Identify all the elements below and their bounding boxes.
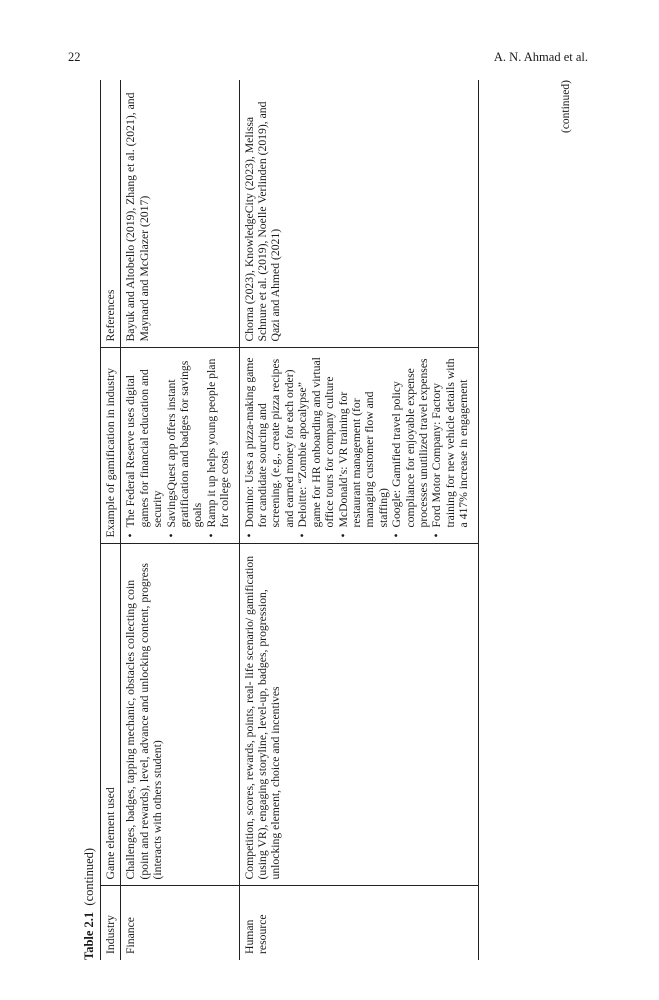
cell-examples: [121, 348, 239, 544]
examples-list: [124, 355, 231, 538]
table-row-finance: [121, 80, 239, 960]
column-header-references: References: [101, 80, 121, 348]
page-header: [68, 50, 588, 70]
gamification-table: [100, 80, 479, 960]
cell-game-elements: Challenges, badges, tapping mechanic, obstacles collecting coin (point and rewards), level, advance and unlocking content, progress (interacts with others student): [121, 544, 239, 886]
cell-examples: [239, 348, 478, 544]
example-item: • The Federal Reserve uses digital games for financial education and security: [124, 355, 164, 538]
running-head: A. N. Ahmad et al.: [493, 50, 588, 64]
example-item: • Google: Gamified travel policy compliance for enjoyable expense processes unutilized travel expenses: [390, 355, 430, 538]
column-header-game-element: Game element used: [101, 544, 121, 886]
example-item: • Deloitte: “Zombie apocalypse” game for HR onboarding and virtual office tours for company culture: [296, 355, 336, 538]
table-header-row: [101, 80, 121, 960]
column-header-example: Example of gamification in industry: [101, 348, 121, 544]
example-item: • Domino: Uses a pizza-making game for candidate sourcing and screening. (e.g., create pizza recipes and earned money for each order): [243, 355, 297, 538]
example-item: • SavingsQuest app offers instant gratification and badges for savings goals: [165, 355, 205, 538]
cell-references: Bayuk and Altobello (2019), Zhang et al. (2021), and Maynard and McGlazer (2017): [121, 80, 239, 348]
cell-industry: Human resource: [242, 914, 270, 954]
column-header-industry: Industry: [104, 915, 117, 954]
table-caption-note: (continued): [82, 847, 96, 906]
table-row-human-resource: [239, 80, 478, 960]
example-item: • Ford Motor Company: Factory training for new vehicle details with a 417% increase in engagement: [430, 355, 470, 538]
continued-label: (continued): [560, 80, 572, 134]
cell-industry: Finance: [124, 917, 138, 954]
example-item: • Ramp it up helps young people plan for college costs: [205, 355, 232, 538]
table-caption-label: Table 2.1: [82, 911, 96, 960]
page-number: 22: [68, 50, 81, 64]
table-caption: [82, 848, 97, 960]
rotated-table-container: [82, 80, 582, 960]
example-item: • McDonald’s: VR training for restaurant management (for managing customer flow and staffing): [337, 355, 391, 538]
cell-references: Chorna (2023), KnowledgeCity (2023), Melissa Schnure et al. (2019), Noelle Verlinden (2019), and Qazi and Ahmed (2021): [239, 80, 478, 348]
cell-game-elements: Competition, scores, rewards, points, real- life scenario/ gamification (using VR), engaging storyline, level-up, badges, progression, unlocking element, choice and incentives: [239, 544, 478, 886]
examples-list: [243, 355, 471, 538]
